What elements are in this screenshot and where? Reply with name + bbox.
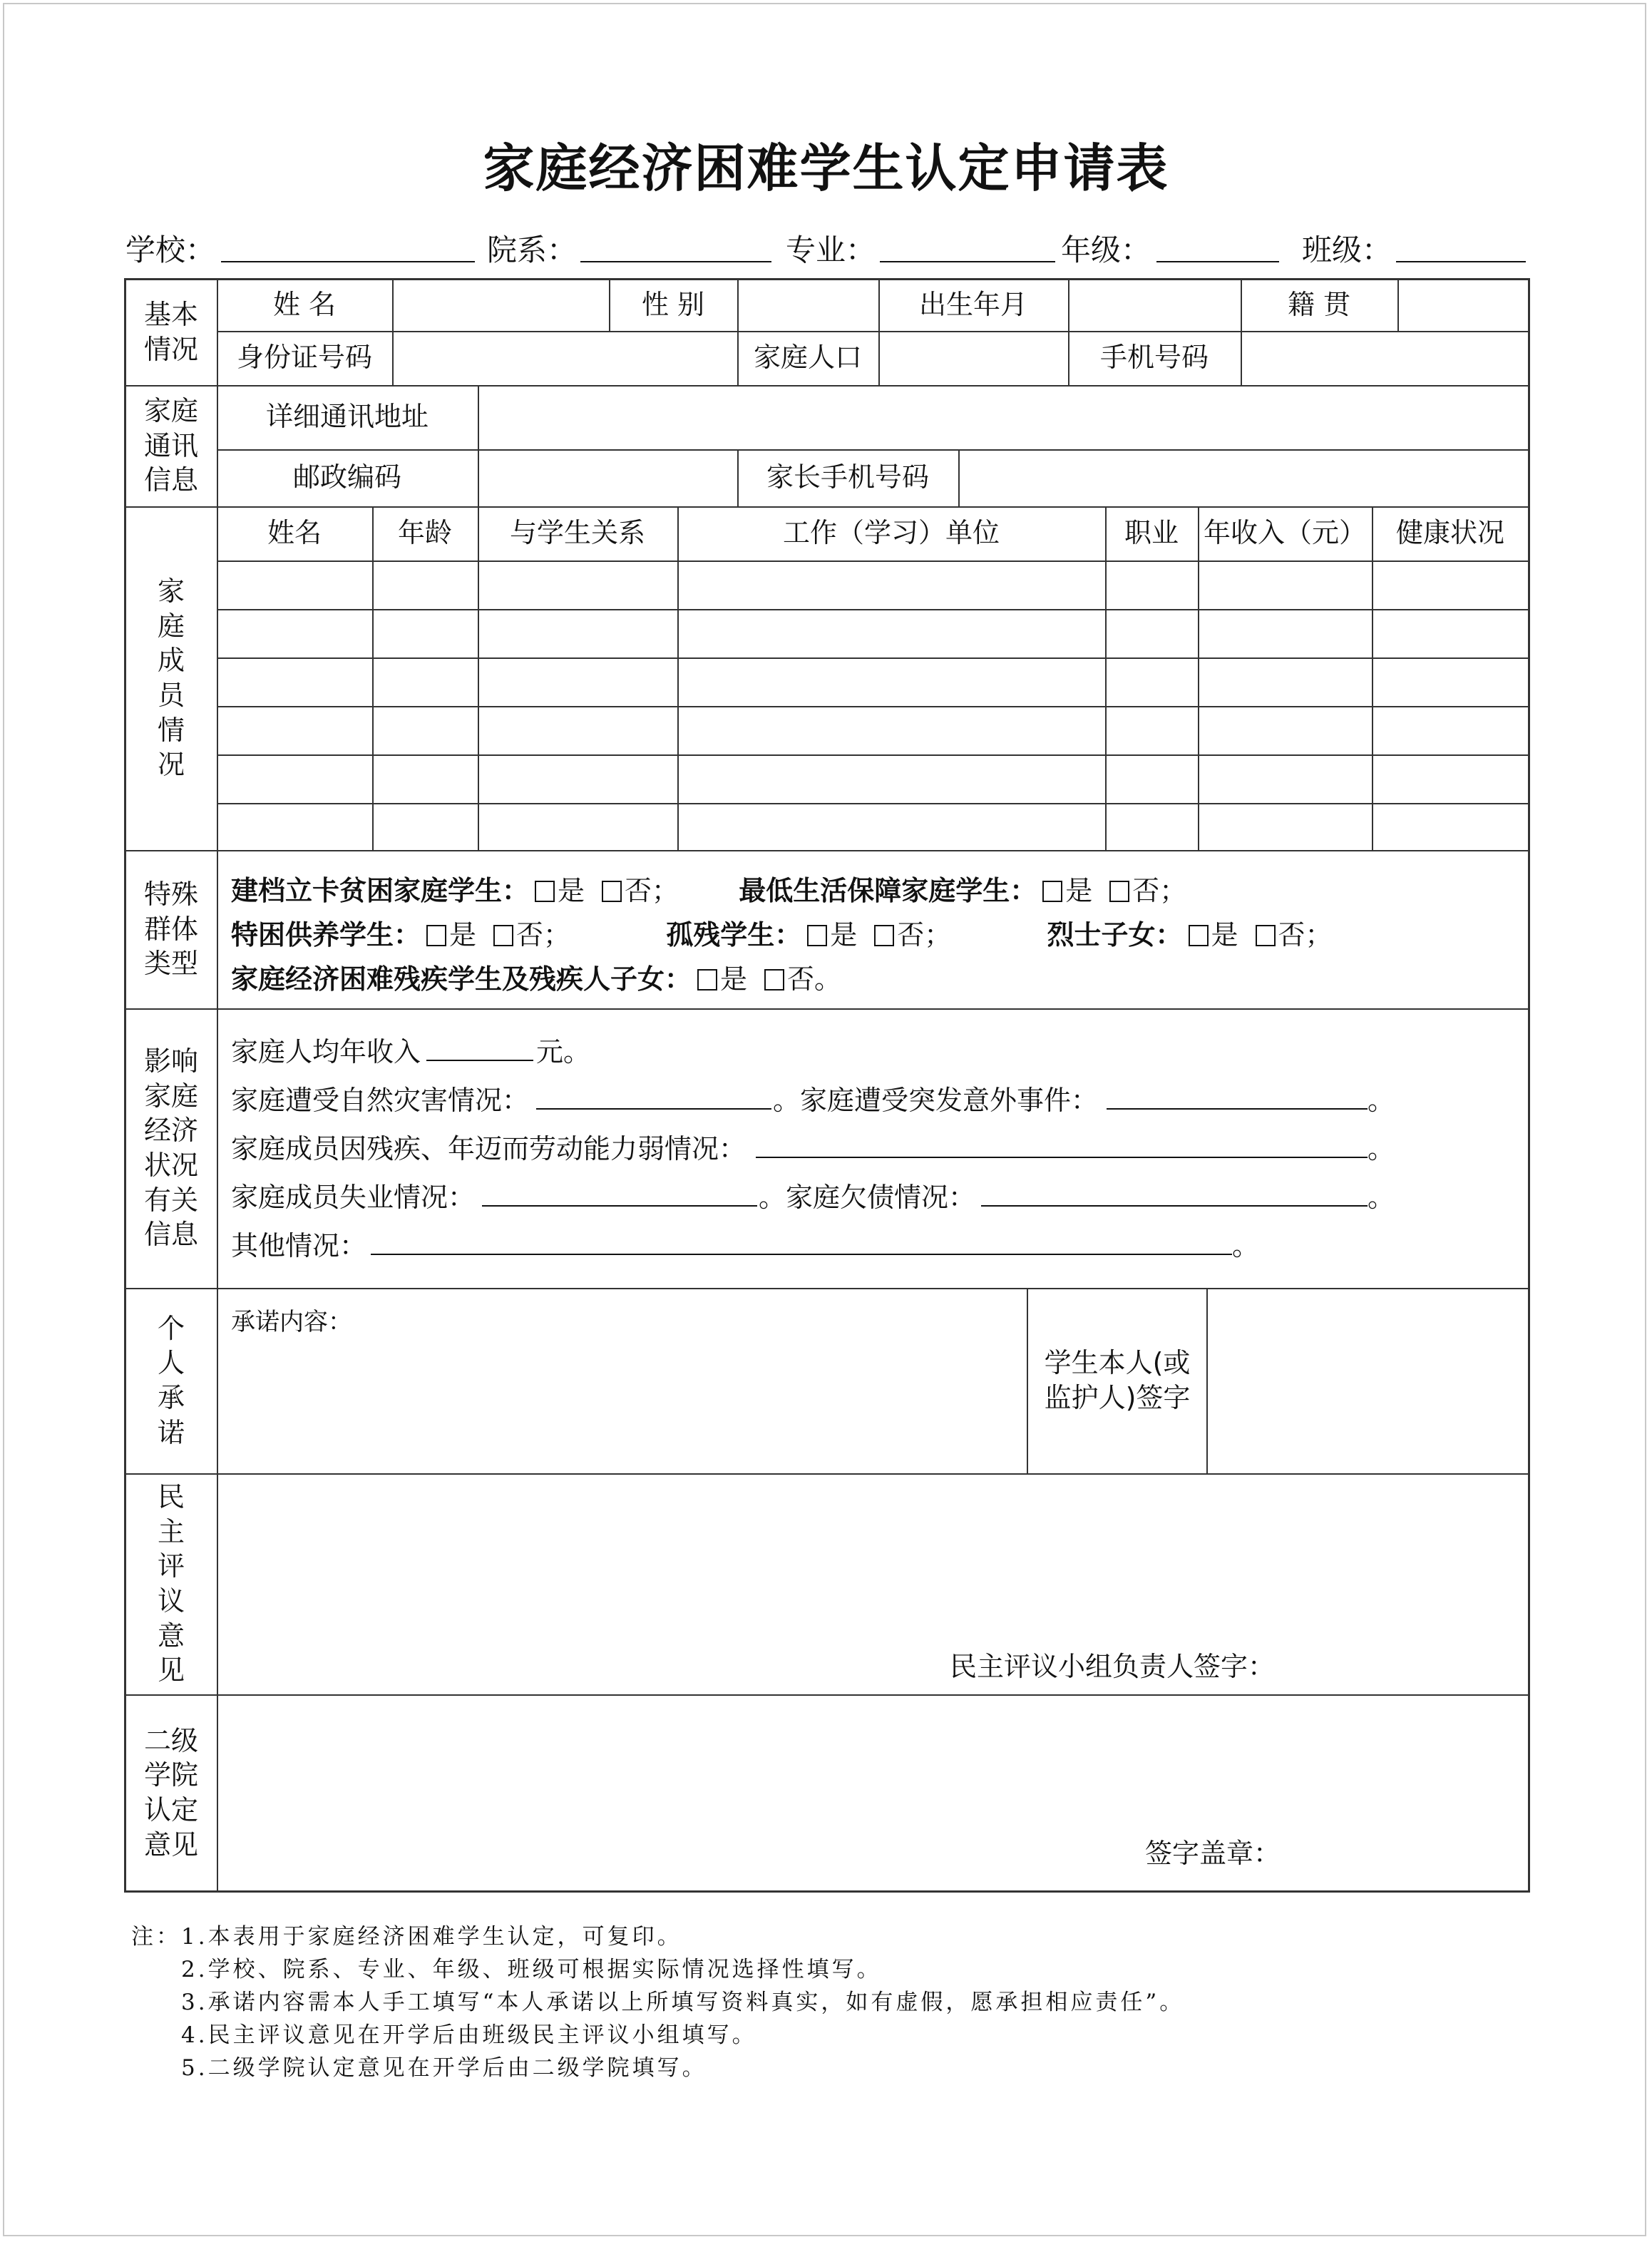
separator: ； [1305,919,1333,951]
family-member-cell[interactable] [218,659,372,706]
id-number-label: 身份证号码 [236,342,372,374]
id-number-field[interactable] [394,331,737,385]
poverty-family-label: 建档立卡贫困家庭学生： [231,875,530,906]
family-member-cell[interactable] [679,756,1105,803]
family-member-cell[interactable] [218,610,372,657]
family-member-cell[interactable] [1199,659,1372,706]
family-size-field[interactable] [880,331,1068,385]
illness-input-line[interactable] [756,1157,1368,1158]
yes-label: 是 [449,919,477,951]
note-3: 3.承诺内容需本人手工填写“本人承诺以上所填写资料真实，如有虚假，愿承担相应责任”。 [181,1990,1185,2015]
commitment-section-label: 个人承诺 [157,1312,185,1448]
family-column-header: 健康状况 [1395,517,1504,549]
no-label: 否 [625,875,652,906]
low-income-yes-checkbox[interactable] [1042,881,1062,902]
school-input-line[interactable] [221,261,475,262]
extreme-poverty-label: 特困供养学生： [231,919,421,951]
yes-label: 是 [558,875,585,906]
family-member-cell[interactable] [679,659,1105,706]
special-group-section-label: 特殊群体类型 [143,879,198,980]
period: 。 [1368,1182,1395,1213]
family-member-cell[interactable] [1373,804,1529,850]
special-group-row-3 [231,957,841,996]
unemployment-input-line[interactable] [482,1205,757,1207]
note-2: 2.学校、院系、专业、年级、班级可根据实际情况选择性填写。 [181,1957,882,1982]
student-signature-label: 学生本人(或 监护人)签字 [1044,1347,1191,1413]
phone-label: 手机号码 [1099,342,1209,374]
family-members-section-label: 家庭成员情况 [157,575,185,781]
college-review-section-label: 二级学院认定意见 [143,1724,198,1860]
yuan-label: 元。 [536,1036,591,1068]
family-member-cell[interactable] [218,804,372,850]
democratic-review-area[interactable] [218,1475,1529,1646]
family-member-cell[interactable] [679,804,1105,850]
disabled-student-yes-checkbox[interactable] [697,969,717,991]
avg-income-label: 家庭人均年收入 [231,1036,421,1068]
grade-input-line[interactable] [1156,261,1279,262]
school-label: 学校： [125,232,216,267]
separator: ； [652,875,679,906]
family-member-cell[interactable] [218,756,372,803]
debt-label: 。家庭欠债情况： [759,1182,976,1213]
special-group-row-2 [231,913,1333,952]
family-member-cell[interactable] [1199,562,1372,609]
family-member-cell[interactable] [1373,756,1529,803]
martyr-children-label: 烈士子女： [1047,919,1183,951]
family-member-cell[interactable] [374,659,478,706]
address-field[interactable] [479,385,1529,449]
period: 。 [814,963,842,995]
extreme-poverty-no-checkbox[interactable] [493,925,513,946]
family-member-cell[interactable] [479,562,677,609]
commitment-content-label: 承诺内容： [231,1308,352,1336]
postcode-field[interactable] [479,449,737,506]
name-field[interactable] [394,280,609,331]
major-input-line[interactable] [880,261,1055,262]
name-label: 姓 名 [272,289,337,321]
family-member-cell[interactable] [1373,707,1529,754]
democratic-review-signature-label: 民主评议小组负责人签字： [950,1651,1276,1682]
note-5: 5.二级学院认定意见在开学后由二级学院填写。 [181,2055,707,2081]
democratic-review-section-label: 民主评议意见 [157,1481,185,1686]
note-4: 4.民主评议意见在开学后由班级民主评议小组填写。 [181,2022,757,2048]
grade-label: 年级： [1061,232,1151,267]
accident-input-line[interactable] [1107,1108,1368,1110]
extreme-poverty-yes-checkbox[interactable] [426,925,446,946]
accident-label: 。家庭遭受突发意外事件： [773,1085,1099,1116]
orphan-disabled-label: 孤残学生： [666,919,802,951]
major-label: 专业： [786,232,876,267]
note-1: 注：1.本表用于家庭经济困难学生认定，可复印。 [131,1924,682,1950]
family-member-cell[interactable] [1373,659,1529,706]
special-group-row-1 [231,869,1186,908]
family-column-header: 年龄 [397,517,452,549]
separator: ； [543,919,571,951]
family-member-cell[interactable] [679,707,1105,754]
yes-label: 是 [830,919,858,951]
other-label: 其他情况： [231,1230,367,1261]
poverty-family-no-checkbox[interactable] [602,881,622,902]
family-member-cell[interactable] [1199,804,1372,850]
family-member-cell[interactable] [1373,610,1529,657]
college-review-area[interactable] [218,1696,1529,1838]
disabled-student-label: 家庭经济困难残疾学生及残疾人子女： [231,963,692,995]
disaster-label: 家庭遭受自然灾害情况： [231,1085,530,1116]
student-signature-field[interactable] [1208,1289,1529,1472]
family-member-cell[interactable] [679,610,1105,657]
no-label: 否 [787,963,815,995]
divider [125,1008,1529,1010]
page-title: 家庭经济困难学生认定申请表 [483,138,1169,198]
family-member-cell[interactable] [218,707,372,754]
family-member-cell[interactable] [1107,610,1198,657]
family-member-cell[interactable] [1199,707,1372,754]
family-column-header: 工作（学习）单位 [782,517,1000,549]
divider [125,850,1529,851]
other-input-line[interactable] [371,1254,1232,1255]
family-member-cell[interactable] [1373,562,1529,609]
family-member-cell[interactable] [374,804,478,850]
department-label: 院系： [487,232,578,267]
family-column-header: 与学生关系 [509,517,645,549]
period: 。 [1368,1133,1395,1164]
birth-label: 出生年月 [918,289,1027,321]
unemployment-label: 家庭成员失业情况： [231,1182,476,1213]
family-size-label: 家庭人口 [753,342,862,374]
basic-info-section-label: 基本情况 [143,299,198,365]
family-member-cell[interactable] [374,610,478,657]
family-member-cell[interactable] [1199,610,1372,657]
disabled-student-no-checkbox[interactable] [764,969,784,991]
contact-section-label: 家庭通讯信息 [143,395,198,496]
debt-input-line[interactable] [981,1205,1368,1207]
family-member-cell[interactable] [1107,804,1198,850]
family-member-cell[interactable] [479,756,677,803]
disaster-input-line[interactable] [536,1108,771,1110]
family-member-cell[interactable] [679,562,1105,609]
orphan-disabled-yes-checkbox[interactable] [807,925,827,946]
period: 。 [1232,1230,1260,1261]
commitment-content-area[interactable] [218,1341,1025,1472]
no-label: 否 [516,919,544,951]
poverty-family-yes-checkbox[interactable] [535,881,555,902]
family-member-cell[interactable] [1107,562,1198,609]
family-member-cell[interactable] [1107,707,1198,754]
family-column-header: 职业 [1124,517,1179,549]
yes-label: 是 [1211,919,1238,951]
family-column-header: 年收入（元） [1203,517,1366,549]
period: 。 [1368,1085,1395,1116]
martyr-children-no-checkbox[interactable] [1256,925,1276,946]
class-label: 班级： [1302,232,1392,267]
no-label: 否 [897,919,925,951]
family-member-cell[interactable] [1199,756,1372,803]
family-member-cell[interactable] [1107,659,1198,706]
family-member-cell[interactable] [479,659,677,706]
birth-field[interactable] [1069,280,1241,331]
phone-field[interactable] [1242,331,1529,385]
postcode-label: 邮政编码 [292,461,401,493]
separator: ； [1159,875,1187,906]
parent-phone-field[interactable] [960,449,1529,506]
native-place-label: 籍 贯 [1287,289,1351,321]
no-label: 否 [1278,919,1305,951]
economic-section-label: 影响家庭经济状况有关信息 [143,1045,198,1251]
family-column-header: 姓名 [267,517,322,549]
family-member-cell[interactable] [479,610,677,657]
parent-phone-label: 家长手机号码 [766,461,929,493]
department-input-line[interactable] [580,261,771,262]
family-member-cell[interactable] [374,756,478,803]
family-member-cell[interactable] [1107,756,1198,803]
family-member-cell[interactable] [374,562,478,609]
family-member-cell[interactable] [218,562,372,609]
illness-label: 家庭成员因残疾、年迈而劳动能力弱情况： [231,1133,747,1164]
separator: ； [924,919,952,951]
family-member-cell[interactable] [374,707,478,754]
avg-income-input-line[interactable] [426,1060,533,1061]
low-income-no-checkbox[interactable] [1109,881,1129,902]
no-label: 否 [1132,875,1160,906]
yes-label: 是 [720,963,748,995]
low-income-family-label: 最低生活保障家庭学生： [739,875,1037,906]
martyr-children-yes-checkbox[interactable] [1189,925,1209,946]
family-member-cell[interactable] [479,707,677,754]
yes-label: 是 [1065,875,1093,906]
gender-field[interactable] [739,280,878,331]
family-member-cell[interactable] [479,804,677,850]
college-review-signature-label: 签字盖章： [1145,1838,1281,1869]
native-place-field[interactable] [1399,280,1529,331]
gender-label: 性 别 [641,289,705,321]
address-label: 详细通讯地址 [265,401,429,433]
orphan-disabled-no-checkbox[interactable] [874,925,894,946]
class-input-line[interactable] [1396,261,1526,262]
